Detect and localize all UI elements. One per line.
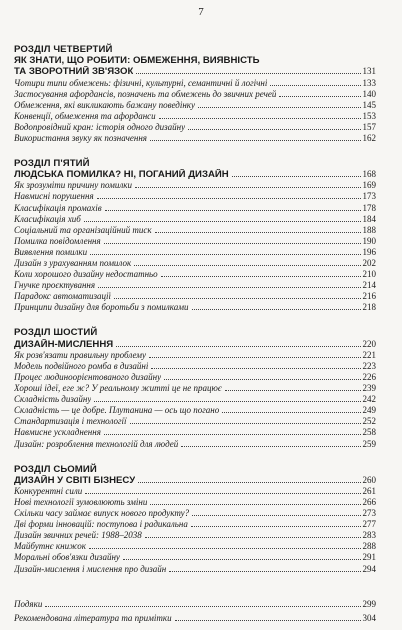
page-ref: 173 xyxy=(362,191,376,202)
page-ref: 223 xyxy=(362,360,376,371)
dot-leader xyxy=(150,140,361,141)
entry-title: Застосування афордансів, позначень та обмежень до звичних речей xyxy=(14,88,277,99)
dot-leader xyxy=(135,187,360,188)
page-ref: 184 xyxy=(362,213,376,224)
dot-leader xyxy=(145,537,361,538)
entry-title: Дизайн звичних речей: 1988–2038 xyxy=(14,530,142,541)
toc-entry[interactable] xyxy=(14,302,376,313)
entry-title: Помилка повідомлення xyxy=(14,235,101,246)
page-ref: 168 xyxy=(362,169,376,180)
page-ref: 294 xyxy=(362,563,376,574)
dot-leader xyxy=(94,401,360,402)
page-ref: 221 xyxy=(362,349,376,360)
appendix xyxy=(14,597,376,625)
chapter-title-line: ЯК ЗНАТИ, ЩО РОБИТИ: ОБМЕЖЕННЯ, ВИЯВНІСТЬ xyxy=(14,55,260,67)
entry-title: Класифікація промахів xyxy=(14,202,102,213)
page-ref: 259 xyxy=(362,438,376,449)
toc-entry[interactable] xyxy=(14,564,376,575)
entry-title: Моральні обов'язки дизайну xyxy=(14,552,120,563)
dot-leader xyxy=(104,434,361,435)
entry-title: Навмисні порушення xyxy=(14,191,94,202)
toc-entry[interactable] xyxy=(14,225,376,236)
page-ref: 283 xyxy=(362,530,376,541)
dot-leader xyxy=(164,379,360,380)
dot-leader xyxy=(151,368,360,369)
toc-entry[interactable] xyxy=(14,203,376,214)
entry-title: Гнучке проєктування xyxy=(14,280,96,291)
chapter-5 xyxy=(14,158,376,313)
page-ref: 178 xyxy=(362,202,376,213)
toc-entry[interactable] xyxy=(14,236,376,247)
entry-title: Коли хорошого дизайну недостатньо xyxy=(14,269,158,280)
dot-leader xyxy=(105,210,361,211)
entry-title: Складність — це добре. Плутанина — ось що погано xyxy=(14,405,220,416)
dot-leader xyxy=(192,309,361,310)
dot-leader xyxy=(181,446,360,447)
dot-leader xyxy=(149,357,360,358)
page-ref: 242 xyxy=(362,394,376,405)
toc-entry[interactable] xyxy=(14,111,376,122)
dot-leader xyxy=(192,515,360,516)
page-ref: 188 xyxy=(362,224,376,235)
toc-entry[interactable] xyxy=(14,133,376,144)
dot-leader xyxy=(130,423,361,424)
entry-title: Виявлення помилки xyxy=(14,246,88,257)
page-ref: 249 xyxy=(362,405,376,416)
toc-entry[interactable] xyxy=(14,214,376,225)
dot-leader xyxy=(222,412,360,413)
toc-entry[interactable] xyxy=(14,280,376,291)
entry-title: Процес людиноорієнтованого дизайну xyxy=(14,371,162,382)
toc-entry[interactable] xyxy=(14,530,376,541)
entry-title: Модель подвійного ромба в дизайні xyxy=(14,360,149,371)
toc-entry[interactable] xyxy=(14,486,376,497)
entry-title: Майбутнє книжок xyxy=(14,541,86,552)
chapter-title-line: ДИЗАЙН-МИСЛЕННЯ xyxy=(14,338,114,350)
page-ref: 266 xyxy=(362,497,376,508)
page-ref: 239 xyxy=(362,383,376,394)
toc-entry[interactable] xyxy=(14,122,376,133)
dot-leader xyxy=(90,254,360,255)
dot-leader xyxy=(123,559,361,560)
page-ref: 299 xyxy=(362,598,376,609)
entry-title: Конвенції, обмеження та афорданси xyxy=(14,110,156,121)
dot-leader xyxy=(150,504,360,505)
page-ref: 157 xyxy=(362,121,376,132)
toc-entry[interactable] xyxy=(14,78,376,89)
toc-entry[interactable] xyxy=(14,191,376,202)
dot-leader xyxy=(98,287,360,288)
page-ref: 261 xyxy=(362,485,376,496)
toc-entry[interactable] xyxy=(14,611,376,625)
page-ref: 202 xyxy=(362,258,376,269)
page-ref: 218 xyxy=(362,302,376,313)
dot-leader xyxy=(116,346,360,347)
page-ref: 190 xyxy=(362,235,376,246)
chapter-6 xyxy=(14,327,376,449)
page-ref: 210 xyxy=(362,269,376,280)
dot-leader xyxy=(155,232,361,233)
toc-entry[interactable] xyxy=(14,597,376,611)
entry-title: Хороші ідеї, еге ж? У реальному житті це не працює xyxy=(14,383,222,394)
chapter-7 xyxy=(14,464,376,575)
page-ref: 304 xyxy=(362,612,376,623)
entry-title: Використання звуку як позначення xyxy=(14,132,147,143)
toc-entry[interactable] xyxy=(14,405,376,416)
toc-entry[interactable] xyxy=(14,439,376,450)
toc-entry[interactable] xyxy=(14,427,376,438)
chapter-label: РОЗДІЛ СЬОМИЙ xyxy=(14,463,97,475)
page-ref: 153 xyxy=(362,110,376,121)
page-ref: 216 xyxy=(362,291,376,302)
table-of-contents xyxy=(14,44,376,625)
dot-leader xyxy=(97,198,361,199)
dot-leader xyxy=(45,606,360,607)
chapter-label: РОЗДІЛ ШОСТИЙ xyxy=(14,327,98,339)
toc-entry[interactable] xyxy=(14,361,376,372)
chapter-title-entry[interactable] xyxy=(14,169,376,180)
entry-title: Як розв'язати правильну проблему xyxy=(14,349,147,360)
chapter-title-line: ДИЗАЙН У СВІТІ БІЗНЕСУ xyxy=(14,474,136,486)
page-ref: 196 xyxy=(362,246,376,257)
dot-leader xyxy=(84,221,361,222)
toc-entry[interactable] xyxy=(14,372,376,383)
page-ref: 162 xyxy=(362,132,376,143)
dot-leader xyxy=(161,276,361,277)
toc-entry[interactable] xyxy=(14,269,376,280)
dot-leader xyxy=(232,176,361,177)
toc-entry[interactable] xyxy=(14,258,376,269)
entry-title: Рекомендована література та примітки xyxy=(14,612,172,623)
dot-leader xyxy=(104,243,361,244)
toc-entry[interactable] xyxy=(14,497,376,508)
entry-title: Нові технології зумовлюють зміни xyxy=(14,497,148,508)
page-ref: 277 xyxy=(362,519,376,530)
entry-title: Навмисне ускладнення xyxy=(14,427,101,438)
chapter-title-entry[interactable] xyxy=(14,475,376,486)
entry-title: Соціальний та організаційний тиск xyxy=(14,224,152,235)
entry-title: Конкурентні сили xyxy=(14,485,83,496)
chapter-title-line: ТА ЗВОРОТНИЙ ЗВ'ЯЗОК xyxy=(14,66,134,78)
toc-entry[interactable] xyxy=(14,394,376,405)
entry-title: Водопровідний кран: історія одного дизайну xyxy=(14,121,186,132)
dot-leader xyxy=(138,482,360,483)
page-ref: 226 xyxy=(362,371,376,382)
dot-leader xyxy=(89,548,361,549)
page-ref: 273 xyxy=(362,508,376,519)
page-ref: 260 xyxy=(362,474,376,485)
dot-leader xyxy=(159,118,361,119)
dot-leader xyxy=(169,571,360,572)
dot-leader xyxy=(134,265,360,266)
entry-title: Обмеження, які викликають бажану поведінку xyxy=(14,99,195,110)
entry-title: Класифікація хиб xyxy=(14,213,81,224)
entry-title: Принципи дизайну для боротьби з помилками xyxy=(14,302,189,313)
toc-entry[interactable] xyxy=(14,552,376,563)
page-ref: 133 xyxy=(362,77,376,88)
entry-title: Дизайн: розроблення технологій для людей xyxy=(14,438,179,449)
dot-leader xyxy=(188,129,360,130)
toc-entry[interactable] xyxy=(14,100,376,111)
entry-title: Дизайн-мислення і мислення про дизайн xyxy=(14,563,167,574)
entry-title: Дві форми інновацій: поступова і радикальна xyxy=(14,519,188,530)
page-ref: 131 xyxy=(362,66,376,77)
chapter-title-entry[interactable] xyxy=(14,339,376,350)
chapter-label: РОЗДІЛ ЧЕТВЕРТИЙ xyxy=(14,44,113,55)
page-number: 7 xyxy=(198,6,204,18)
toc-entry[interactable] xyxy=(14,519,376,530)
dot-leader xyxy=(114,298,361,299)
toc-entry[interactable] xyxy=(14,180,376,191)
dot-leader xyxy=(225,390,361,391)
chapter-title-line: ЛЮДСЬКА ПОМИЛКА? НІ, ПОГАНИЙ ДИЗАЙН xyxy=(14,169,229,181)
page-ref: 169 xyxy=(362,180,376,191)
page-ref: 252 xyxy=(362,416,376,427)
dot-leader xyxy=(279,96,360,97)
entry-title: Стандартизація і технології xyxy=(14,416,127,427)
chapter-4 xyxy=(14,44,376,144)
page-ref: 214 xyxy=(362,280,376,291)
toc-entry[interactable] xyxy=(14,89,376,100)
chapter-label: РОЗДІЛ П'ЯТИЙ xyxy=(14,158,90,170)
dot-leader xyxy=(198,107,361,108)
toc-entry[interactable] xyxy=(14,541,376,552)
page-ref: 258 xyxy=(362,427,376,438)
toc-entry[interactable] xyxy=(14,247,376,258)
toc-entry[interactable] xyxy=(14,416,376,427)
dot-leader xyxy=(85,493,360,494)
toc-entry[interactable] xyxy=(14,383,376,394)
entry-title: Дизайн з урахуванням помилок xyxy=(14,258,132,269)
toc-entry[interactable] xyxy=(14,350,376,361)
page-ref: 291 xyxy=(362,552,376,563)
page-ref: 140 xyxy=(362,88,376,99)
dot-leader xyxy=(270,85,360,86)
chapter-title-entry[interactable] xyxy=(14,66,376,77)
page-ref: 288 xyxy=(362,541,376,552)
dot-leader xyxy=(191,526,361,527)
toc-entry[interactable] xyxy=(14,508,376,519)
entry-title: Парадокс автоматизації xyxy=(14,291,111,302)
entry-title: Подяки xyxy=(14,598,43,609)
dot-leader xyxy=(175,620,361,621)
entry-title: Скільки часу займає випуск нового продукту? xyxy=(14,508,190,519)
entry-title: Чотири типи обмежень: фізичні, культурні, семантичні й логічні xyxy=(14,77,268,88)
page-ref: 145 xyxy=(362,99,376,110)
dot-leader xyxy=(136,73,360,74)
page-ref: 220 xyxy=(362,338,376,349)
entry-title: Як зрозуміти причину помилки xyxy=(14,180,133,191)
entry-title: Складність дизайну xyxy=(14,394,92,405)
toc-entry[interactable] xyxy=(14,291,376,302)
